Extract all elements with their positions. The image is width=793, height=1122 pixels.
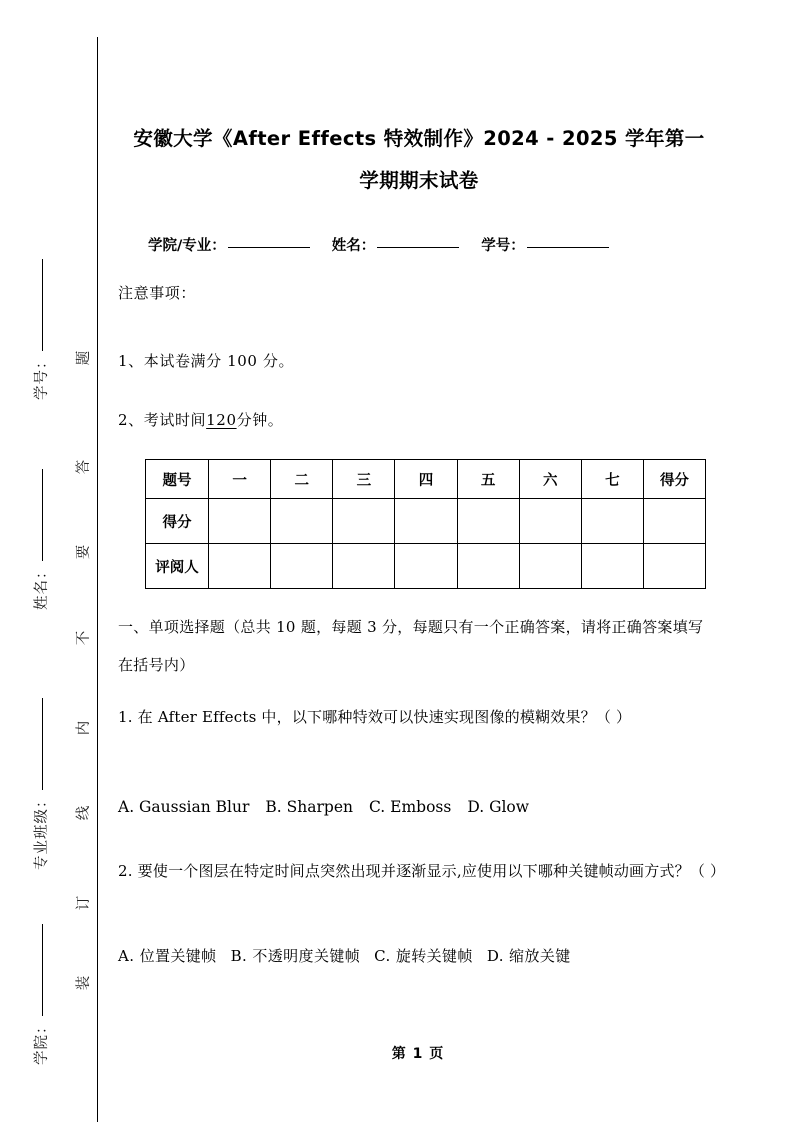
binding-vertical-rule — [97, 37, 98, 1122]
question-1-option-c[interactable]: C. Emboss — [369, 798, 452, 816]
score-cell-5[interactable] — [457, 499, 519, 544]
binding-margin — [0, 0, 100, 1122]
reviewer-cell-6[interactable] — [519, 544, 581, 589]
score-table-header-8: 得分 — [643, 460, 705, 499]
score-table — [145, 459, 706, 589]
margin-glyph-2-text: 要 — [76, 544, 92, 560]
margin-field-name-label: 姓名： — [34, 563, 50, 610]
margin-glyph-5 — [72, 793, 93, 833]
score-table-header-1: 一 — [209, 460, 271, 499]
margin-glyph-0-text: 题 — [76, 350, 92, 366]
margin-glyph-3 — [72, 618, 93, 658]
score-cell-1[interactable] — [209, 499, 271, 544]
exam-page-body — [118, 0, 726, 1122]
margin-glyph-1-text: 答 — [76, 459, 92, 475]
score-row-label: 得分 — [146, 499, 209, 544]
score-cell-4[interactable] — [395, 499, 457, 544]
margin-field-college-line — [42, 925, 43, 1017]
college-major-label: 学院/专业： — [148, 238, 226, 254]
reviewer-cell-5[interactable] — [457, 544, 519, 589]
score-table-header-3: 三 — [333, 460, 395, 499]
student-name-label: 姓名： — [331, 238, 376, 254]
margin-field-student-id-label: 学号： — [34, 353, 50, 400]
question-2-options — [118, 945, 728, 966]
notice-item-2 — [118, 409, 718, 430]
margin-glyph-4 — [72, 708, 93, 748]
college-major-input[interactable] — [228, 247, 310, 248]
score-table-header-6: 六 — [519, 460, 581, 499]
score-table-header-7: 七 — [581, 460, 643, 499]
page-title: 安徽大学《After Effects 特效制作》2024 - 2025 学年第一学期期末试卷 — [133, 127, 705, 192]
question-1-option-a[interactable]: A. Gaussian Blur — [118, 798, 250, 816]
table-row-score — [146, 499, 706, 544]
student-id-label: 学号： — [481, 238, 525, 254]
margin-glyph-0 — [72, 338, 93, 378]
margin-field-name-line — [42, 470, 43, 562]
score-table-header-2: 二 — [271, 460, 333, 499]
score-cell-total[interactable] — [643, 499, 705, 544]
margin-glyph-2 — [72, 532, 93, 572]
margin-glyph-4-text: 内 — [76, 720, 92, 736]
question-2-option-a[interactable]: A. 位置关键帧 — [118, 947, 217, 965]
notices-heading: 注意事项： — [118, 284, 197, 302]
margin-glyph-6-text: 订 — [76, 895, 92, 911]
reviewer-cell-3[interactable] — [333, 544, 395, 589]
section-heading-multiple-choice: 一、单项选择题（总共 10 题，每题 3 分，每题只有一个正确答案，请将正确答案填写在括号内） — [118, 618, 704, 674]
margin-glyph-7 — [72, 963, 93, 1003]
margin-field-student-id — [30, 200, 51, 400]
score-table-header-5: 五 — [457, 460, 519, 499]
page-number-footer: 第 1 页 — [391, 1046, 445, 1062]
score-cell-2[interactable] — [271, 499, 333, 544]
question-1-option-d[interactable]: D. Glow — [467, 798, 530, 816]
reviewer-cell-total[interactable] — [643, 544, 705, 589]
question-2-option-b[interactable]: B. 不透明度关键帧 — [230, 947, 361, 965]
margin-glyph-6 — [72, 883, 93, 923]
table-header-row — [146, 460, 706, 499]
margin-field-class — [30, 670, 51, 870]
margin-field-name — [30, 410, 51, 610]
score-cell-3[interactable] — [333, 499, 395, 544]
question-1-option-b[interactable]: B. Sharpen — [265, 798, 353, 816]
notice-item-2-suffix: 分钟。 — [236, 411, 284, 429]
score-cell-7[interactable] — [581, 499, 643, 544]
score-table-header-4: 四 — [395, 460, 457, 499]
margin-field-student-id-line — [42, 260, 43, 352]
margin-field-college-label: 学院： — [34, 1018, 50, 1065]
reviewer-row-label: 评阅人 — [146, 544, 209, 589]
question-2-stem: 2. 要使一个图层在特定时间点突然出现并逐渐显示,应使用以下哪种关键帧动画方式？（ ） — [118, 862, 726, 880]
reviewer-cell-4[interactable] — [395, 544, 457, 589]
margin-glyph-1 — [72, 447, 93, 487]
margin-glyph-7-text: 装 — [76, 975, 92, 991]
student-identity-fields — [148, 234, 718, 255]
margin-field-college — [30, 865, 51, 1065]
question-2-option-c[interactable]: C. 旋转关键帧 — [374, 947, 473, 965]
reviewer-cell-2[interactable] — [271, 544, 333, 589]
student-name-input[interactable] — [377, 247, 459, 248]
student-id-input[interactable] — [527, 247, 609, 248]
margin-glyph-5-text: 线 — [76, 805, 92, 821]
table-row-reviewer — [146, 544, 706, 589]
reviewer-cell-1[interactable] — [209, 544, 271, 589]
notice-item-2-prefix: 2、考试时间 — [118, 411, 207, 429]
score-cell-6[interactable] — [519, 499, 581, 544]
margin-glyph-3-text: 不 — [76, 630, 92, 646]
question-1-options — [118, 798, 728, 816]
question-1-stem: 1. 在 After Effects 中，以下哪种特效可以快速实现图像的模糊效果？（ ） — [118, 708, 632, 726]
question-2-option-d[interactable]: D. 缩放关键 — [486, 947, 571, 965]
margin-field-class-label: 专业班级： — [34, 792, 50, 870]
margin-field-class-line — [42, 699, 43, 791]
reviewer-cell-7[interactable] — [581, 544, 643, 589]
score-table-header-0: 题号 — [146, 460, 209, 499]
notice-item-1: 1、本试卷满分 100 分。 — [118, 352, 295, 370]
exam-duration-value: 120 — [206, 411, 237, 429]
